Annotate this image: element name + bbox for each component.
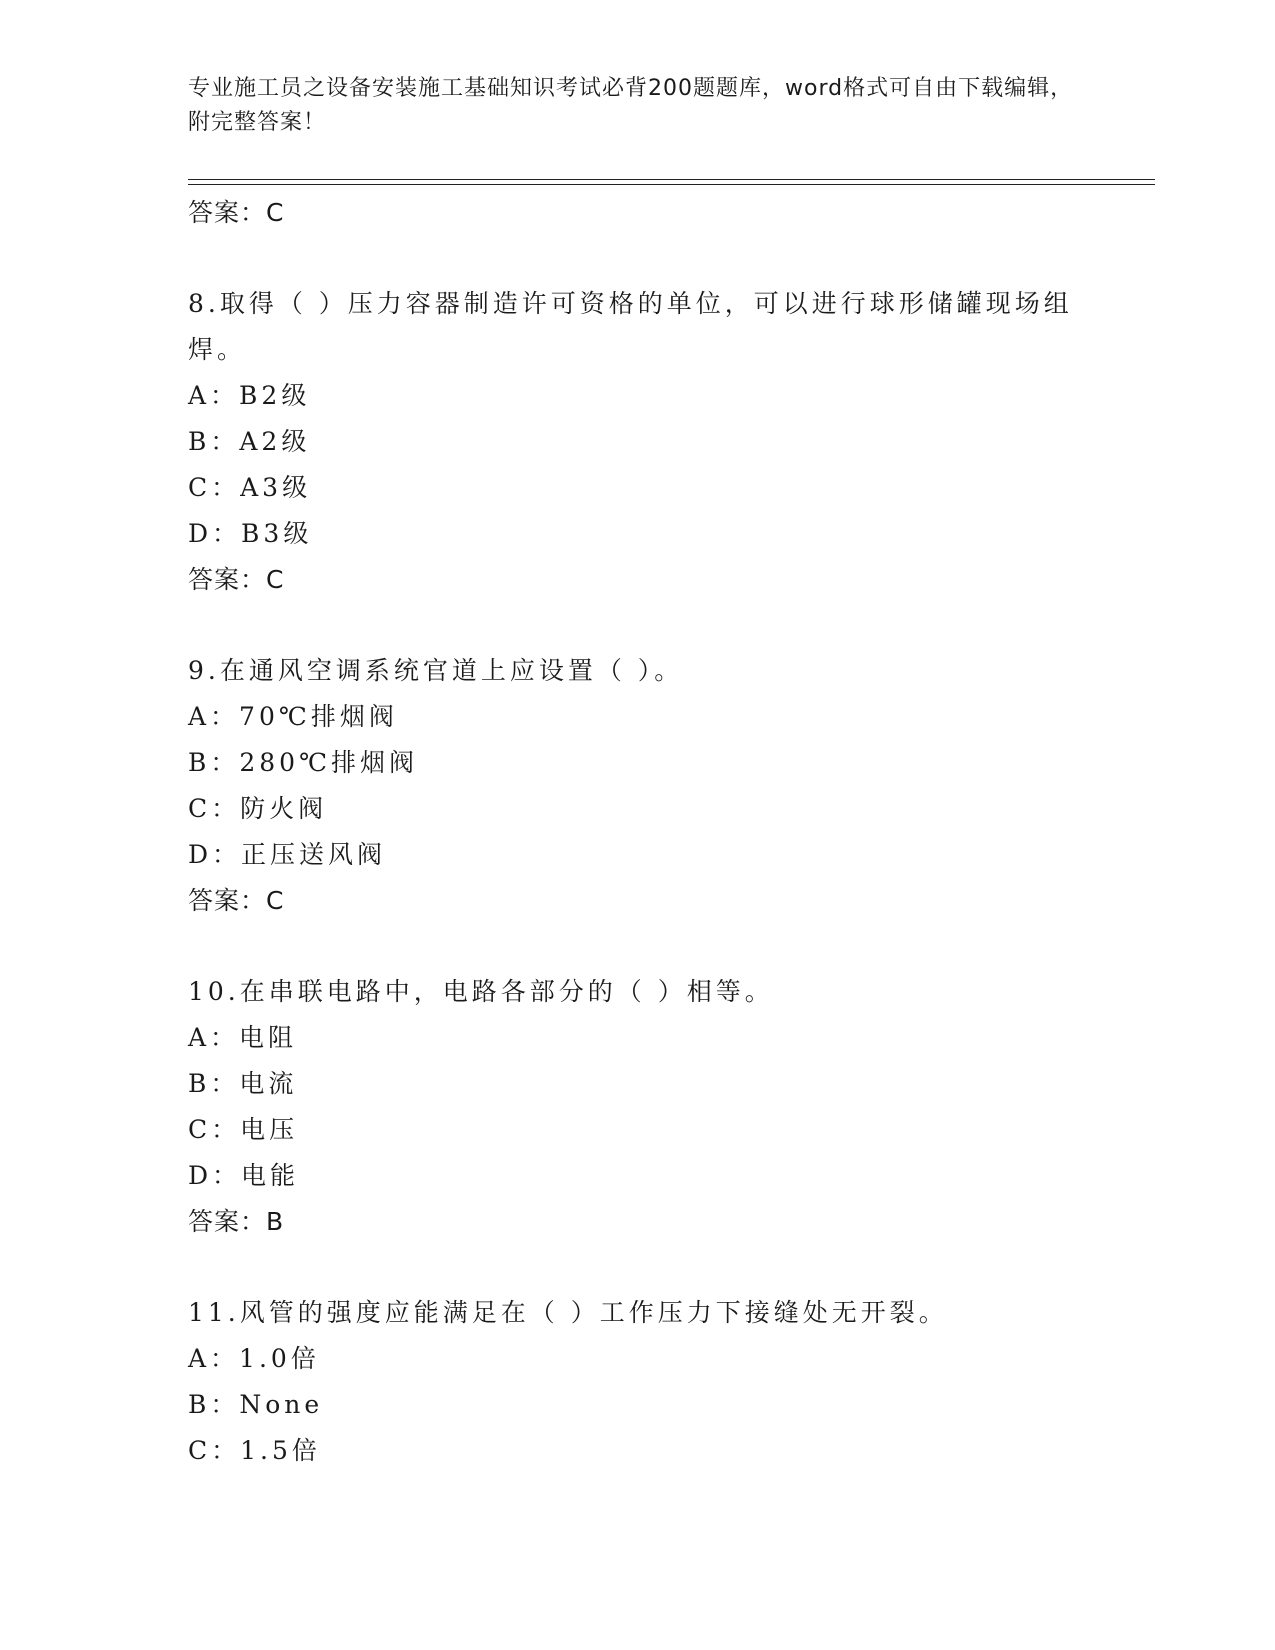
option-a: A：B2级 (188, 381, 311, 410)
header-divider-top (188, 179, 1155, 180)
question-11 (188, 1290, 1088, 1474)
answer-line: 答案：B (188, 1207, 285, 1236)
option-a: A：电阻 (188, 1023, 298, 1052)
option-c: C：1.5倍 (188, 1436, 321, 1465)
option-d: D：B3级 (188, 519, 313, 548)
option-b: B：None (188, 1390, 324, 1419)
option-c: C：电压 (188, 1115, 299, 1144)
question-stem: 8.取得（ ）压力容器制造许可资格的单位，可以进行球形储罐现场组焊。 (188, 289, 1073, 364)
question-stem: 11.风管的强度应能满足在（ ）工作压力下接缝处无开裂。 (188, 1298, 948, 1327)
option-b: B：280℃排烟阀 (188, 748, 419, 777)
question-stem: 10.在串联电路中，电路各部分的（ ）相等。 (188, 977, 774, 1006)
option-b: B：A2级 (188, 427, 311, 456)
answer-line: 答案：C (188, 198, 285, 227)
question-10 (188, 969, 1088, 1245)
option-b: B：电流 (188, 1069, 298, 1098)
option-c: C：A3级 (188, 473, 312, 502)
question-8 (188, 281, 1088, 603)
answer-line: 答案：C (188, 886, 285, 915)
option-a: A：70℃排烟阀 (188, 702, 398, 731)
question-9 (188, 648, 1088, 924)
option-d: D：正压送风阀 (188, 840, 387, 869)
option-d: D：电能 (188, 1161, 300, 1190)
option-a: A：1.0倍 (188, 1344, 320, 1373)
option-c: C：防火阀 (188, 794, 328, 823)
question-list (188, 190, 1088, 1474)
answer-line: 答案：C (188, 565, 285, 594)
question-stem: 9.在通风空调系统官道上应设置（ ）。 (188, 656, 684, 685)
document-header: 专业施工员之设备安装施工基础知识考试必背200题题库，word格式可自由下载编辑，附完整答案！ (188, 76, 1074, 135)
header-divider-bottom (188, 184, 1155, 185)
